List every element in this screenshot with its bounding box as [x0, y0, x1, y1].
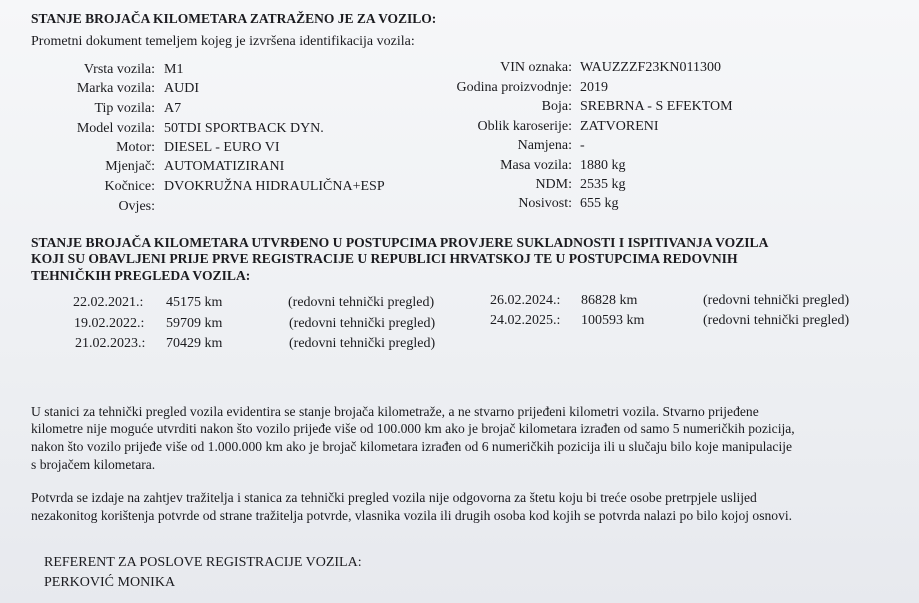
field-label-godina: Godina proizvodnje: — [456, 80, 572, 95]
field-value-tip: A7 — [164, 101, 182, 116]
record-date: 24.02.2025.: — [490, 313, 561, 328]
field-value-model: 50TDI SPORTBACK DYN. — [164, 121, 324, 136]
field-value-masa: 1880 kg — [580, 158, 626, 173]
field-label-ndm: NDM: — [535, 177, 572, 192]
field-label-tip: Tip vozila: — [94, 101, 155, 116]
record-type: (redovni tehnički pregled) — [289, 316, 436, 331]
field-label-kocnice: Kočnice: — [104, 179, 155, 194]
field-value-mjenjac: AUTOMATIZIRANI — [164, 159, 285, 174]
notice-line: Potvrda se izdaje na zahtjev tražitelja i stanica za tehnički pregled vozila nije odgovorna za štetu koju bi treće osobe pretrpjele uslijed — [31, 490, 757, 505]
record-date: 19.02.2022.: — [74, 316, 145, 331]
record-km: 45175 km — [166, 295, 223, 310]
field-value-vrsta: M1 — [164, 62, 184, 77]
notice-line: nezakonitog korištenja potvrde od strane tražitelja potvrde, vlasnika vozila ili drugih osoba kod kojih se potvrda nalazi po bilo kojoj osnovi. — [31, 508, 793, 523]
notice-line: kilometre nije moguće utvrditi nakon što vozilo prijeđe više od 100.000 km ako je brojač kilometara izrađen od samo 5 numeričkih pozicija, — [31, 421, 795, 436]
field-label-motor: Motor: — [116, 140, 155, 155]
field-label-model: Model vozila: — [76, 121, 155, 136]
field-label-nosivost: Nosivost: — [518, 196, 572, 211]
notice-line: s brojačem kilometara. — [31, 457, 156, 472]
notice-line: U stanici za tehnički pregled vozila evidentira se stanje brojača kilometraže, a ne stvarno prijeđeni kilometri vozila. Stvarno prijeđene — [31, 404, 759, 419]
identification-intro: Prometni dokument temeljem kojeg je izvršena identifikacija vozila: — [31, 34, 415, 49]
field-label-mjenjac: Mjenjač: — [105, 159, 155, 174]
field-value-kocnice: DVOKRUŽNA HIDRAULIČNA+ESP — [164, 179, 385, 194]
field-label-boja: Boja: — [541, 99, 572, 114]
field-value-boja: SREBRNA - S EFEKTOM — [580, 99, 733, 114]
record-km: 100593 km — [581, 313, 645, 328]
mileage-heading-line-3: TEHNIČKIH PREGLEDA VOZILA: — [31, 268, 251, 283]
field-value-oblik: ZATVORENI — [580, 119, 659, 134]
vehicle-request-heading: STANJE BROJAČA KILOMETARA ZATRAŽENO JE ZA VOZILO: — [31, 11, 437, 26]
record-date: 22.02.2021.: — [73, 295, 144, 310]
signature-role: REFERENT ZA POSLOVE REGISTRACIJE VOZILA: — [44, 555, 362, 570]
record-type: (redovni tehnički pregled) — [289, 336, 436, 351]
field-label-ovjes: Ovjes: — [118, 199, 155, 214]
record-type: (redovni tehnički pregled) — [703, 293, 850, 308]
field-label-marka: Marka vozila: — [76, 81, 155, 96]
mileage-heading-line-1: STANJE BROJAČA KILOMETARA UTVRĐENO U POSTUPCIMA PROVJERE SUKLADNOSTI I ISPITIVANJA VOZILA — [31, 235, 769, 250]
record-km: 70429 km — [166, 336, 223, 351]
field-label-oblik: Oblik karoserije: — [477, 119, 572, 134]
mileage-heading-line-2: KOJI SU OBAVLJENI PRIJE PRVE REGISTRACIJE U REPUBLICI HRVATSKOJ TE U POSTUPCIMA REDOVNIH — [31, 251, 738, 266]
field-value-motor: DIESEL - EURO VI — [164, 140, 280, 155]
field-value-vin: WAUZZZF23KN011300 — [580, 60, 722, 75]
field-value-marka: AUDI — [164, 81, 199, 96]
field-value-ndm: 2535 kg — [580, 177, 626, 192]
record-km: 86828 km — [581, 293, 638, 308]
record-type: (redovni tehnički pregled) — [703, 313, 850, 328]
notice-line: nakon što vozilo prijeđe više od 1.000.000 km ako je brojač kilometara izrađen od 6 numeričkih pozicija ili u slučaju bilo koje manipulacije — [31, 439, 793, 454]
field-label-vin: VIN oznaka: — [500, 60, 572, 75]
field-label-masa: Masa vozila: — [500, 158, 572, 173]
record-date: 26.02.2024.: — [490, 293, 561, 308]
field-value-nosivost: 655 kg — [580, 196, 619, 211]
field-label-vrsta: Vrsta vozila: — [83, 62, 155, 77]
record-km: 59709 km — [166, 316, 223, 331]
field-value-namjena: - — [580, 138, 585, 153]
record-type: (redovni tehnički pregled) — [288, 295, 435, 310]
record-date: 21.02.2023.: — [75, 336, 146, 351]
signature-name: PERKOVIĆ MONIKA — [44, 575, 176, 590]
field-label-namjena: Namjena: — [517, 138, 572, 153]
field-value-godina: 2019 — [580, 80, 608, 95]
